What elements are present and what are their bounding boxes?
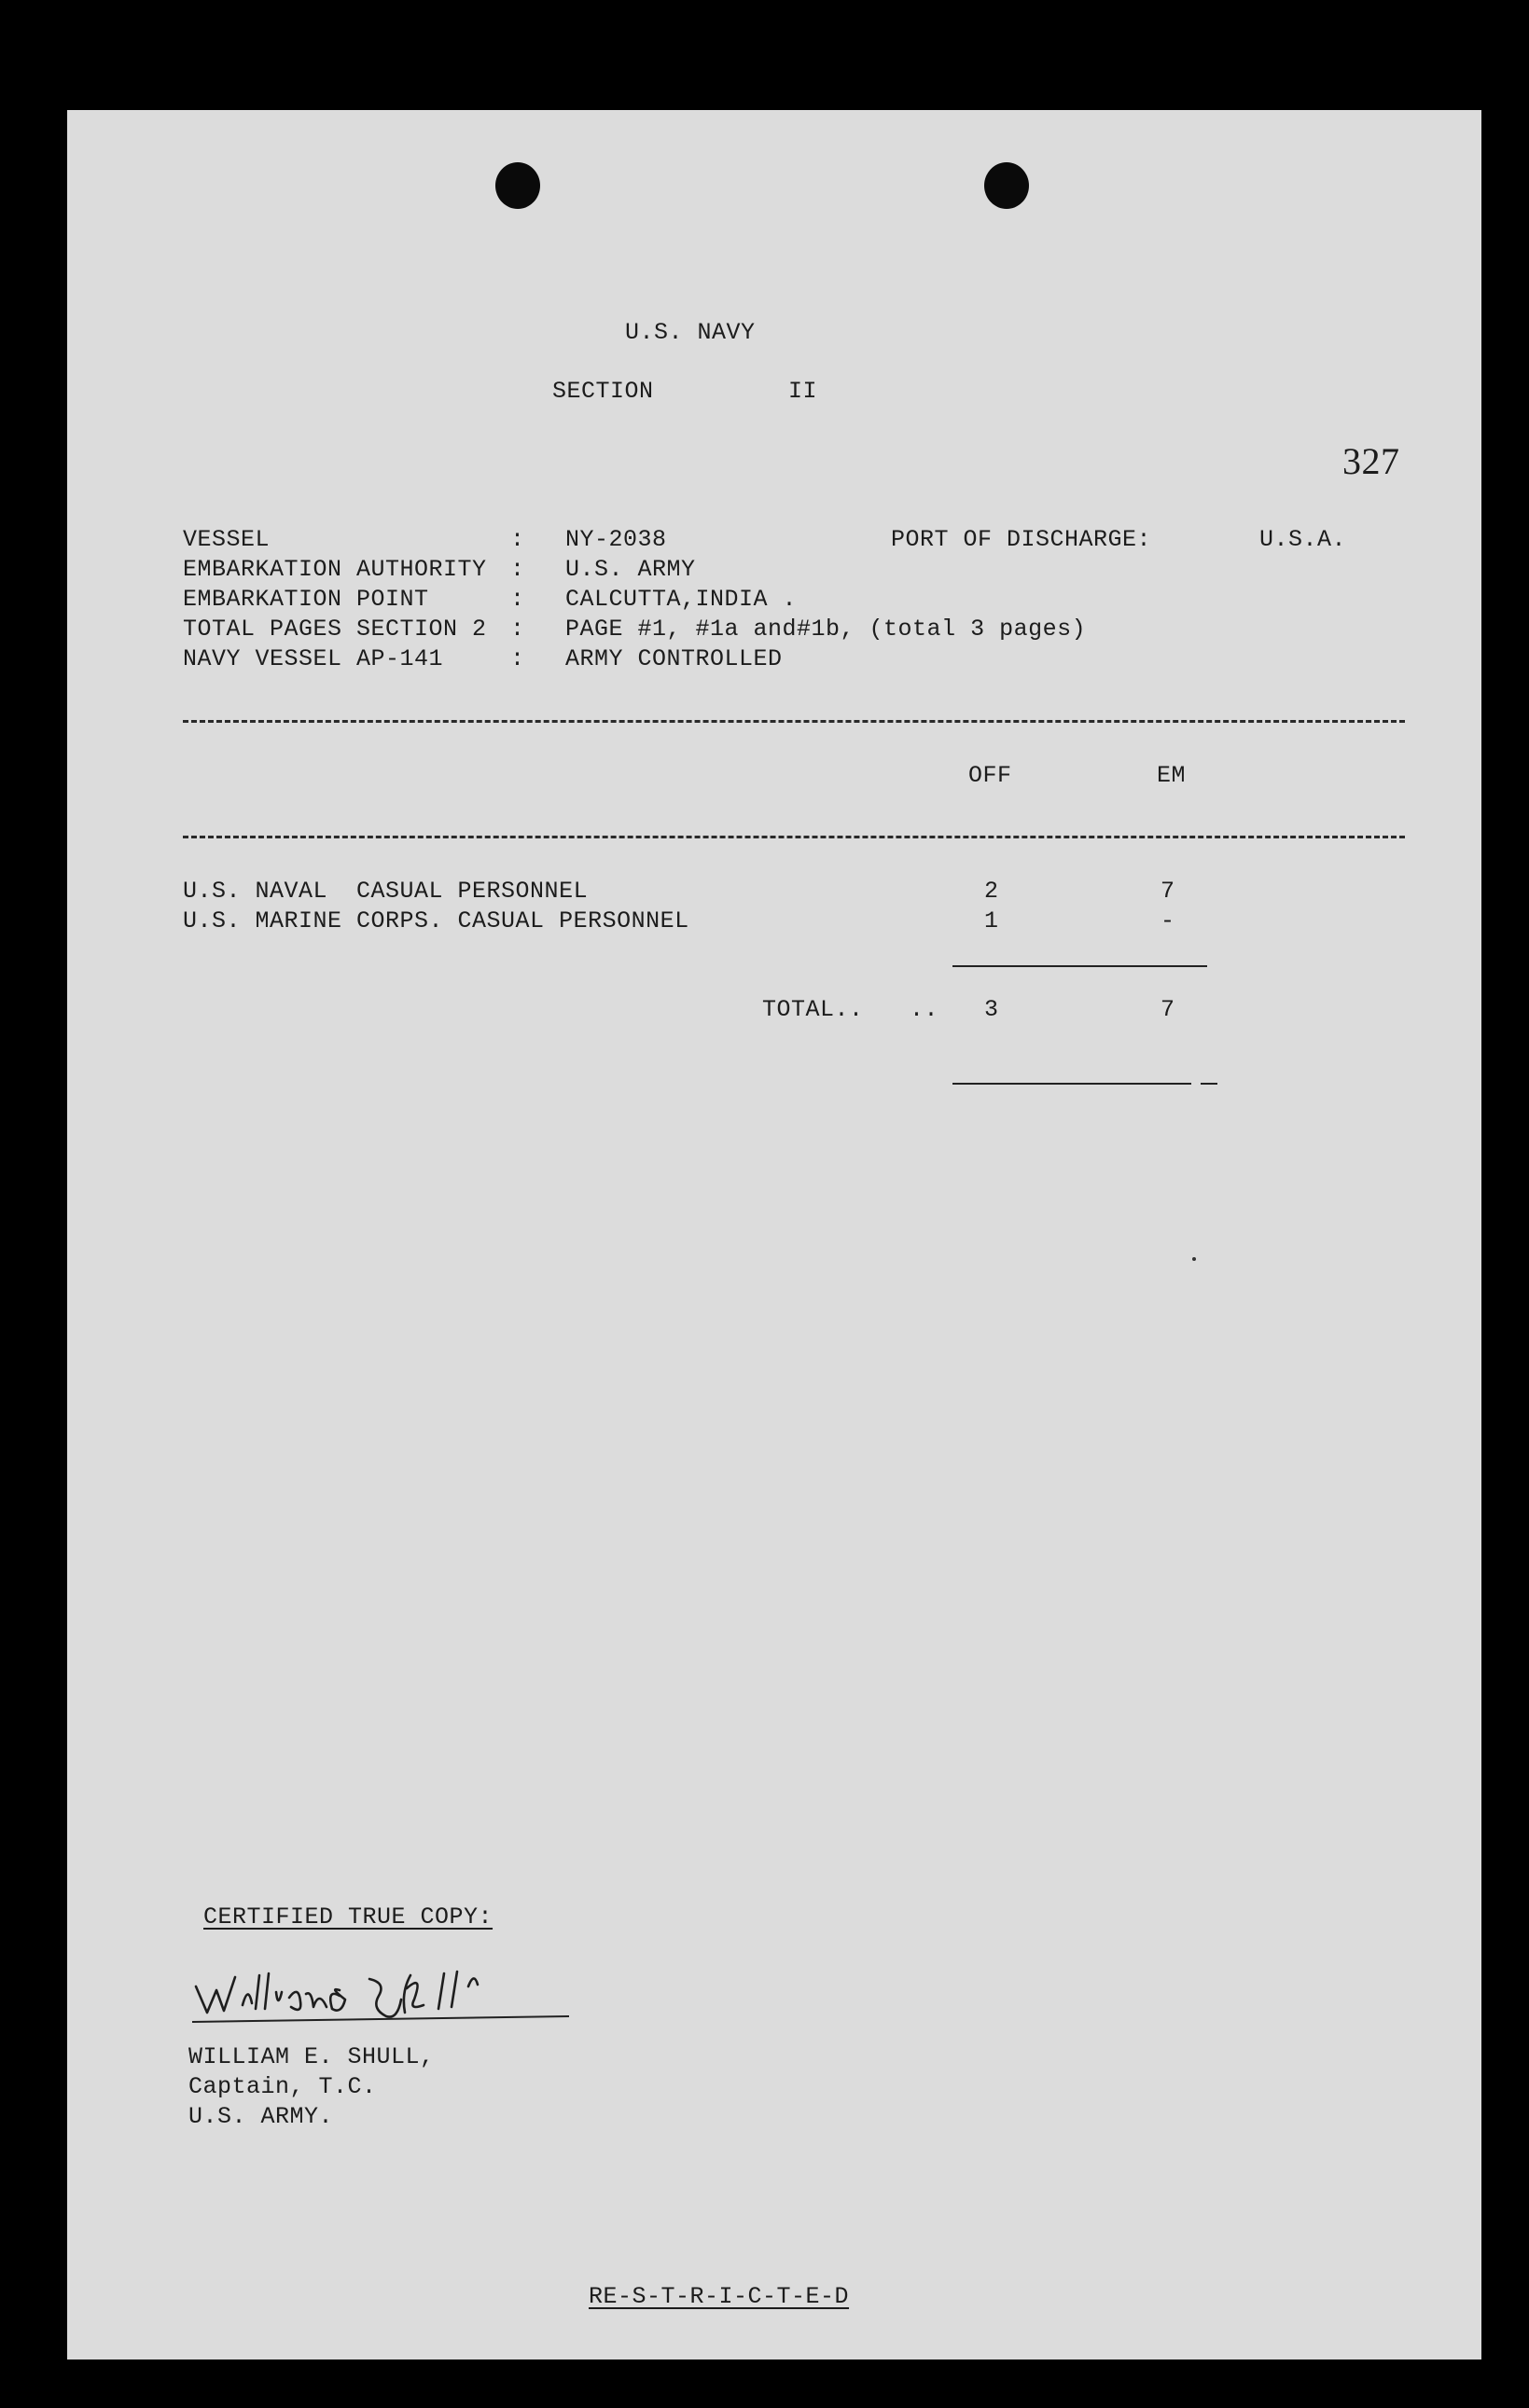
- field-label-embarkation-point: EMBARKATION POINT: [183, 586, 429, 613]
- signatory-rank: Captain, T.C.: [188, 2073, 377, 2100]
- field-sep: :: [510, 526, 525, 553]
- total-rule: [952, 1083, 1191, 1085]
- field-label-embarkation-authority: EMBARKATION AUTHORITY: [183, 556, 487, 583]
- row-label: U.S. MARINE CORPS. CASUAL PERSONNEL: [183, 907, 689, 934]
- header-org: U.S. NAVY: [625, 319, 756, 346]
- signatory-branch: U.S. ARMY.: [188, 2103, 334, 2130]
- subtotal-rule: [952, 965, 1207, 967]
- field-label-total-pages: TOTAL PAGES SECTION 2: [183, 616, 487, 643]
- column-header-em: EM: [1157, 762, 1187, 789]
- row-label: U.S. NAVAL CASUAL PERSONNEL: [183, 878, 589, 905]
- signature-mark: [187, 1949, 597, 2033]
- classification-footer: RE-S-T-R-I-C-T-E-D: [589, 2283, 850, 2310]
- field-value-navy-vessel: ARMY CONTROLLED: [565, 645, 783, 672]
- certification-title: CERTIFIED TRUE COPY:: [203, 1903, 493, 1931]
- row-em-value: 7: [1161, 878, 1175, 905]
- total-label: TOTAL..: [762, 996, 864, 1023]
- total-leader: ..: [910, 996, 939, 1023]
- row-off-value: 2: [984, 878, 999, 905]
- field-sep: :: [510, 556, 525, 583]
- row-off-value: 1: [984, 907, 999, 934]
- field-value-embarkation-authority: U.S. ARMY: [565, 556, 696, 583]
- header-section-number: II: [788, 378, 818, 405]
- field-label-vessel: VESSEL: [183, 526, 271, 553]
- dashed-divider-top: [183, 720, 1405, 723]
- signatory-name: WILLIAM E. SHULL,: [188, 2043, 435, 2070]
- total-off-value: 3: [984, 996, 999, 1023]
- field-sep: :: [510, 616, 525, 643]
- row-em-value: -: [1161, 907, 1175, 934]
- field-value-vessel: NY-2038: [565, 526, 667, 553]
- punch-hole-right: [984, 162, 1029, 209]
- port-label: PORT OF DISCHARGE:: [891, 526, 1152, 553]
- page-number: 327: [1342, 440, 1400, 482]
- column-header-off: OFF: [968, 762, 1012, 789]
- field-label-navy-vessel: NAVY VESSEL AP-141: [183, 645, 444, 672]
- punch-hole-left: [495, 162, 540, 209]
- field-value-embarkation-point: CALCUTTA,INDIA .: [565, 586, 798, 613]
- port-value: U.S.A.: [1259, 526, 1347, 553]
- field-value-total-pages: PAGE #1, #1a and#1b, (total 3 pages): [565, 616, 1087, 643]
- field-sep: :: [510, 586, 525, 613]
- dashed-divider-bottom: [183, 836, 1405, 838]
- stray-mark: [1192, 1257, 1196, 1261]
- total-rule-tick: [1201, 1083, 1217, 1085]
- total-em-value: 7: [1161, 996, 1175, 1023]
- document-page: [67, 110, 1481, 2360]
- header-section-label: SECTION: [552, 378, 654, 405]
- field-sep: :: [510, 645, 525, 672]
